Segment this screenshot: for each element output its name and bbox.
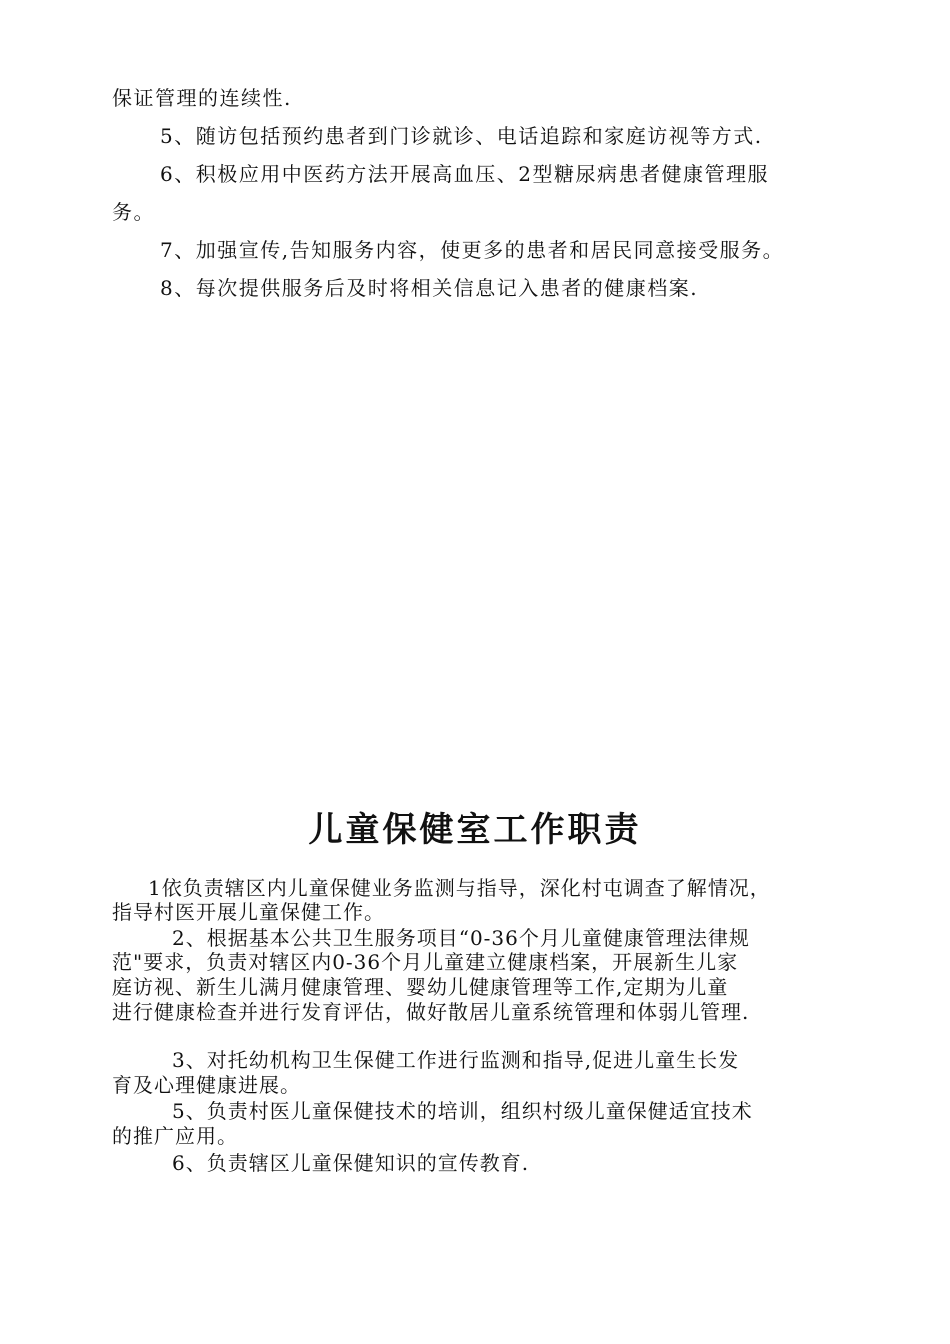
- paragraph-line: 庭访视、新生儿满月健康管理、婴幼儿健康管理等工作,定期为儿童: [112, 975, 729, 999]
- paragraph-item-3: 3、对托幼机构卫生保健工作进行监测和指导,促进儿童生长发: [172, 1048, 740, 1072]
- paragraph-item-7: 7、加强宣传,告知服务内容，使更多的患者和居民同意接受服务。: [160, 238, 785, 262]
- paragraph-line: 保证管理的连续性.: [112, 86, 292, 110]
- paragraph-item-5: 5、负责村医儿童保健技术的培训，组织村级儿童保健适宜技术: [172, 1099, 753, 1123]
- paragraph-item-2: 2、根据基本公共卫生服务项目“0-36个月儿童健康管理法律规: [172, 926, 750, 950]
- paragraph-item-6: 6、负责辖区儿童保健知识的宣传教育.: [172, 1151, 530, 1175]
- paragraph-line: 务。: [112, 200, 155, 224]
- paragraph-line: 指导村医开展儿童保健工作。: [112, 900, 385, 924]
- paragraph-item-6: 6、积极应用中医药方法开展高血压、2型糖尿病患者健康管理服: [160, 162, 769, 186]
- page-title: 儿童保健室工作职责: [308, 810, 642, 850]
- paragraph-line: 的推广应用。: [112, 1124, 238, 1148]
- paragraph-item-5: 5、随访包括预约患者到门诊就诊、电话追踪和家庭访视等方式.: [160, 124, 763, 148]
- paragraph-line: 范"要求，负责对辖区内0-36个月儿童建立健康档案，开展新生儿家: [112, 950, 739, 974]
- paragraph-item-1: 1依负责辖区内儿童保健业务监测与指导，深化村屯调查了解情况，: [148, 876, 771, 900]
- paragraph-item-8: 8、每次提供服务后及时将相关信息记入患者的健康档案.: [160, 276, 699, 300]
- paragraph-line: 育及心理健康进展。: [112, 1073, 301, 1097]
- paragraph-line: 进行健康检查并进行发育评估，做好散居儿童系统管理和体弱儿管理.: [112, 1000, 750, 1024]
